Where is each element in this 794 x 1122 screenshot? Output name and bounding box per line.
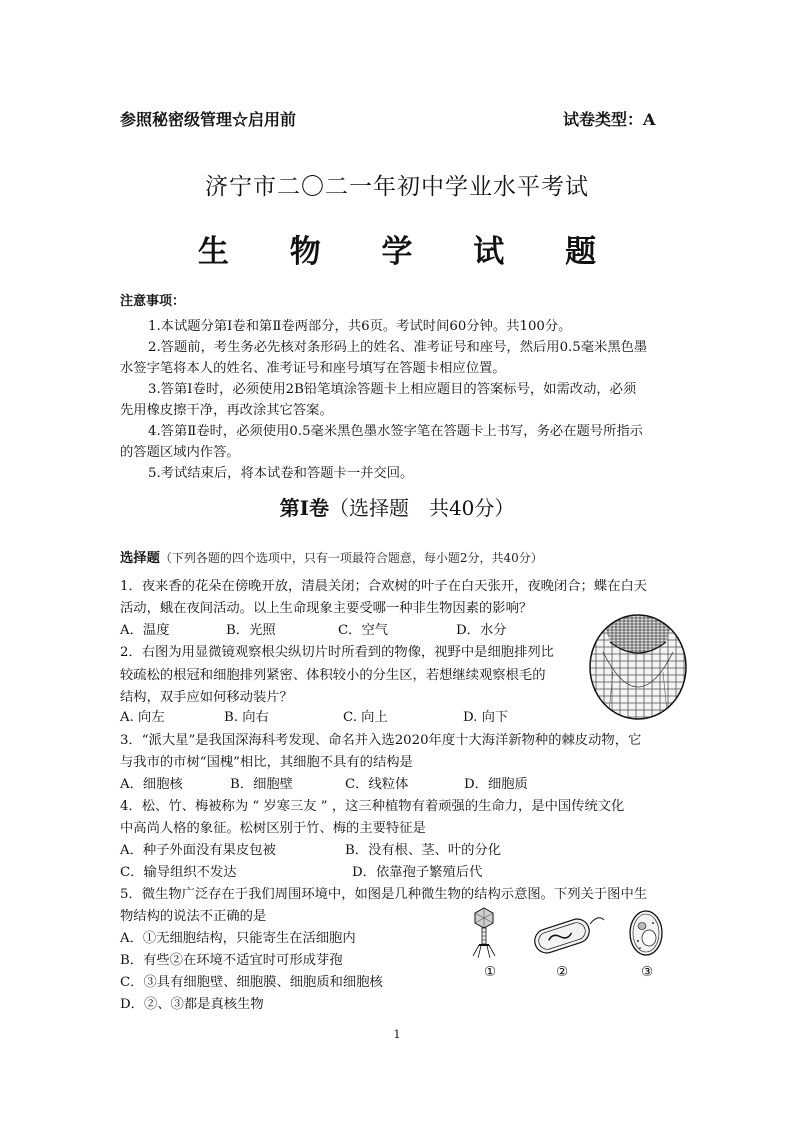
q2-option-a: A. 向左 (120, 710, 165, 725)
yeast-cell-image (628, 908, 664, 958)
q1-option-b: B．光照 (226, 623, 276, 638)
instructions-label: 选择题 (120, 551, 160, 566)
q2-option-c: C. 向上 (343, 710, 388, 725)
paper-type-label: 试卷类型：A (563, 110, 656, 129)
section-number: 第Ⅰ卷 (279, 496, 329, 520)
note-item: 4.答第Ⅱ卷时，必须使用0.5毫米黑色墨水签字笔在答题卡上书写，务必在题号所指示 (148, 424, 643, 439)
q3-stem: 3．“派大星”是我国深海科考发现、命名并入选2020年度十大海洋新物种的棘皮动物，它 (120, 733, 642, 748)
figure-label-1: ① (484, 965, 496, 980)
figure-label-2: ② (556, 965, 568, 980)
q5-stem: 5．微生物广泛存在于我们周围环境中，如图是几种微生物的结构示意图。下列关于图中生 (120, 887, 648, 902)
instructions-text: （下列各题的四个选项中，只有一项最符合题意，每小题2分，共40分） (159, 551, 543, 565)
q5-option-b: B．有些②在环境不适宜时可形成芽孢 (120, 953, 343, 968)
q5-option-c: C．③具有细胞壁、细胞膜、细胞质和细胞核 (120, 975, 383, 990)
q2-option-d: D. 向下 (463, 710, 509, 725)
q4-option-d: D．依靠孢子繁殖后代 (352, 865, 483, 880)
q4-stem: 4．松、竹、梅被称为 “ 岁寒三友 ” ，这三种植物有着顽强的生命力，是中国传统文化 (120, 799, 625, 814)
note-item: 3.答第Ⅰ卷时，必须使用2B铅笔填涂答题卡上相应题目的答案标号，如需改动，必须 (148, 382, 637, 397)
figure-label-3: ③ (641, 965, 653, 980)
note-item: 先用橡皮擦干净，再改涂其它答案。 (120, 403, 333, 418)
question-instructions (120, 548, 543, 569)
q4-option-a: A．种子外面没有果皮包被 (120, 843, 276, 858)
q2-option-b: B. 向右 (224, 710, 269, 725)
q3-option-d: D．细胞质 (464, 777, 528, 792)
q1-stem: 活动，蛾在夜间活动。以上生命现象主要受哪一种非生物因素的影响？ (120, 601, 533, 616)
notes-heading: 注意事项： (120, 294, 186, 309)
q3-stem: 与我市的市树“国槐”相比，其细胞不具有的结构是 (120, 755, 413, 770)
section-heading (0, 492, 794, 521)
subject-title: 生 物 学 试 题 (197, 234, 622, 270)
q3-option-b: B．细胞壁 (230, 777, 293, 792)
q2-stem: 2．右图为用显微镜观察根尖纵切片时所看到的物像，视野中是细胞排列比 (120, 645, 554, 660)
q4-option-b: B．没有根、茎、叶的分化 (345, 843, 502, 858)
note-item: 的答题区域内作答。 (120, 445, 240, 460)
page-number: 1 (393, 1028, 401, 1041)
confidentiality-label: 参照秘密级管理☆启用前 (120, 110, 297, 129)
q5-option-a: A．①无细胞结构，只能寄生在活细胞内 (120, 931, 356, 946)
q2-stem: 结构，双手应如何移动装片？ (120, 690, 293, 705)
q1-option-d: D．水分 (456, 623, 507, 638)
q4-stem: 中高尚人格的象征。松树区别于竹、梅的主要特征是 (120, 821, 426, 836)
q1-option-a: A．温度 (120, 623, 170, 638)
q5-option-d: D．②、③都是真核生物 (120, 997, 264, 1012)
section-desc: （选择题 共40分） (328, 496, 515, 520)
virus-bacteriophage-image (472, 906, 496, 960)
root-tip-micrograph-image (588, 612, 688, 722)
q2-stem: 较疏松的根冠和细胞排列紧密、体积较小的分生区，若想继续观察根毛的 (120, 668, 546, 683)
q3-option-a: A．细胞核 (120, 777, 183, 792)
q1-option-c: C．空气 (338, 623, 389, 638)
q5-stem: 物结构的说法不正确的是 (120, 909, 267, 924)
note-item: 1.本试题分第Ⅰ卷和第Ⅱ卷两部分，共6页。考试时间60分钟。共100分。 (148, 319, 572, 334)
q3-option-c: C．线粒体 (345, 777, 409, 792)
note-item: 水签字笔将本人的姓名、准考证号和座号填写在答题卡相应位置。 (120, 361, 506, 376)
note-item: 5.考试结束后，将本试卷和答题卡一并交回。 (148, 466, 414, 481)
q1-stem: 1．夜来香的花朵在傍晚开放，清晨关闭；合欢树的叶子在白天张开，夜晚闭合；蝶在白天 (120, 579, 648, 594)
note-item: 2.答题前，考生务必先核对条形码上的姓名、准考证号和座号，然后用0.5毫米黑色墨 (148, 340, 648, 355)
q4-option-c: C．输导组织不发达 (120, 865, 237, 880)
exam-title: 济宁市二〇二一年初中学业水平考试 (205, 174, 589, 200)
bacterium-image (530, 912, 606, 954)
